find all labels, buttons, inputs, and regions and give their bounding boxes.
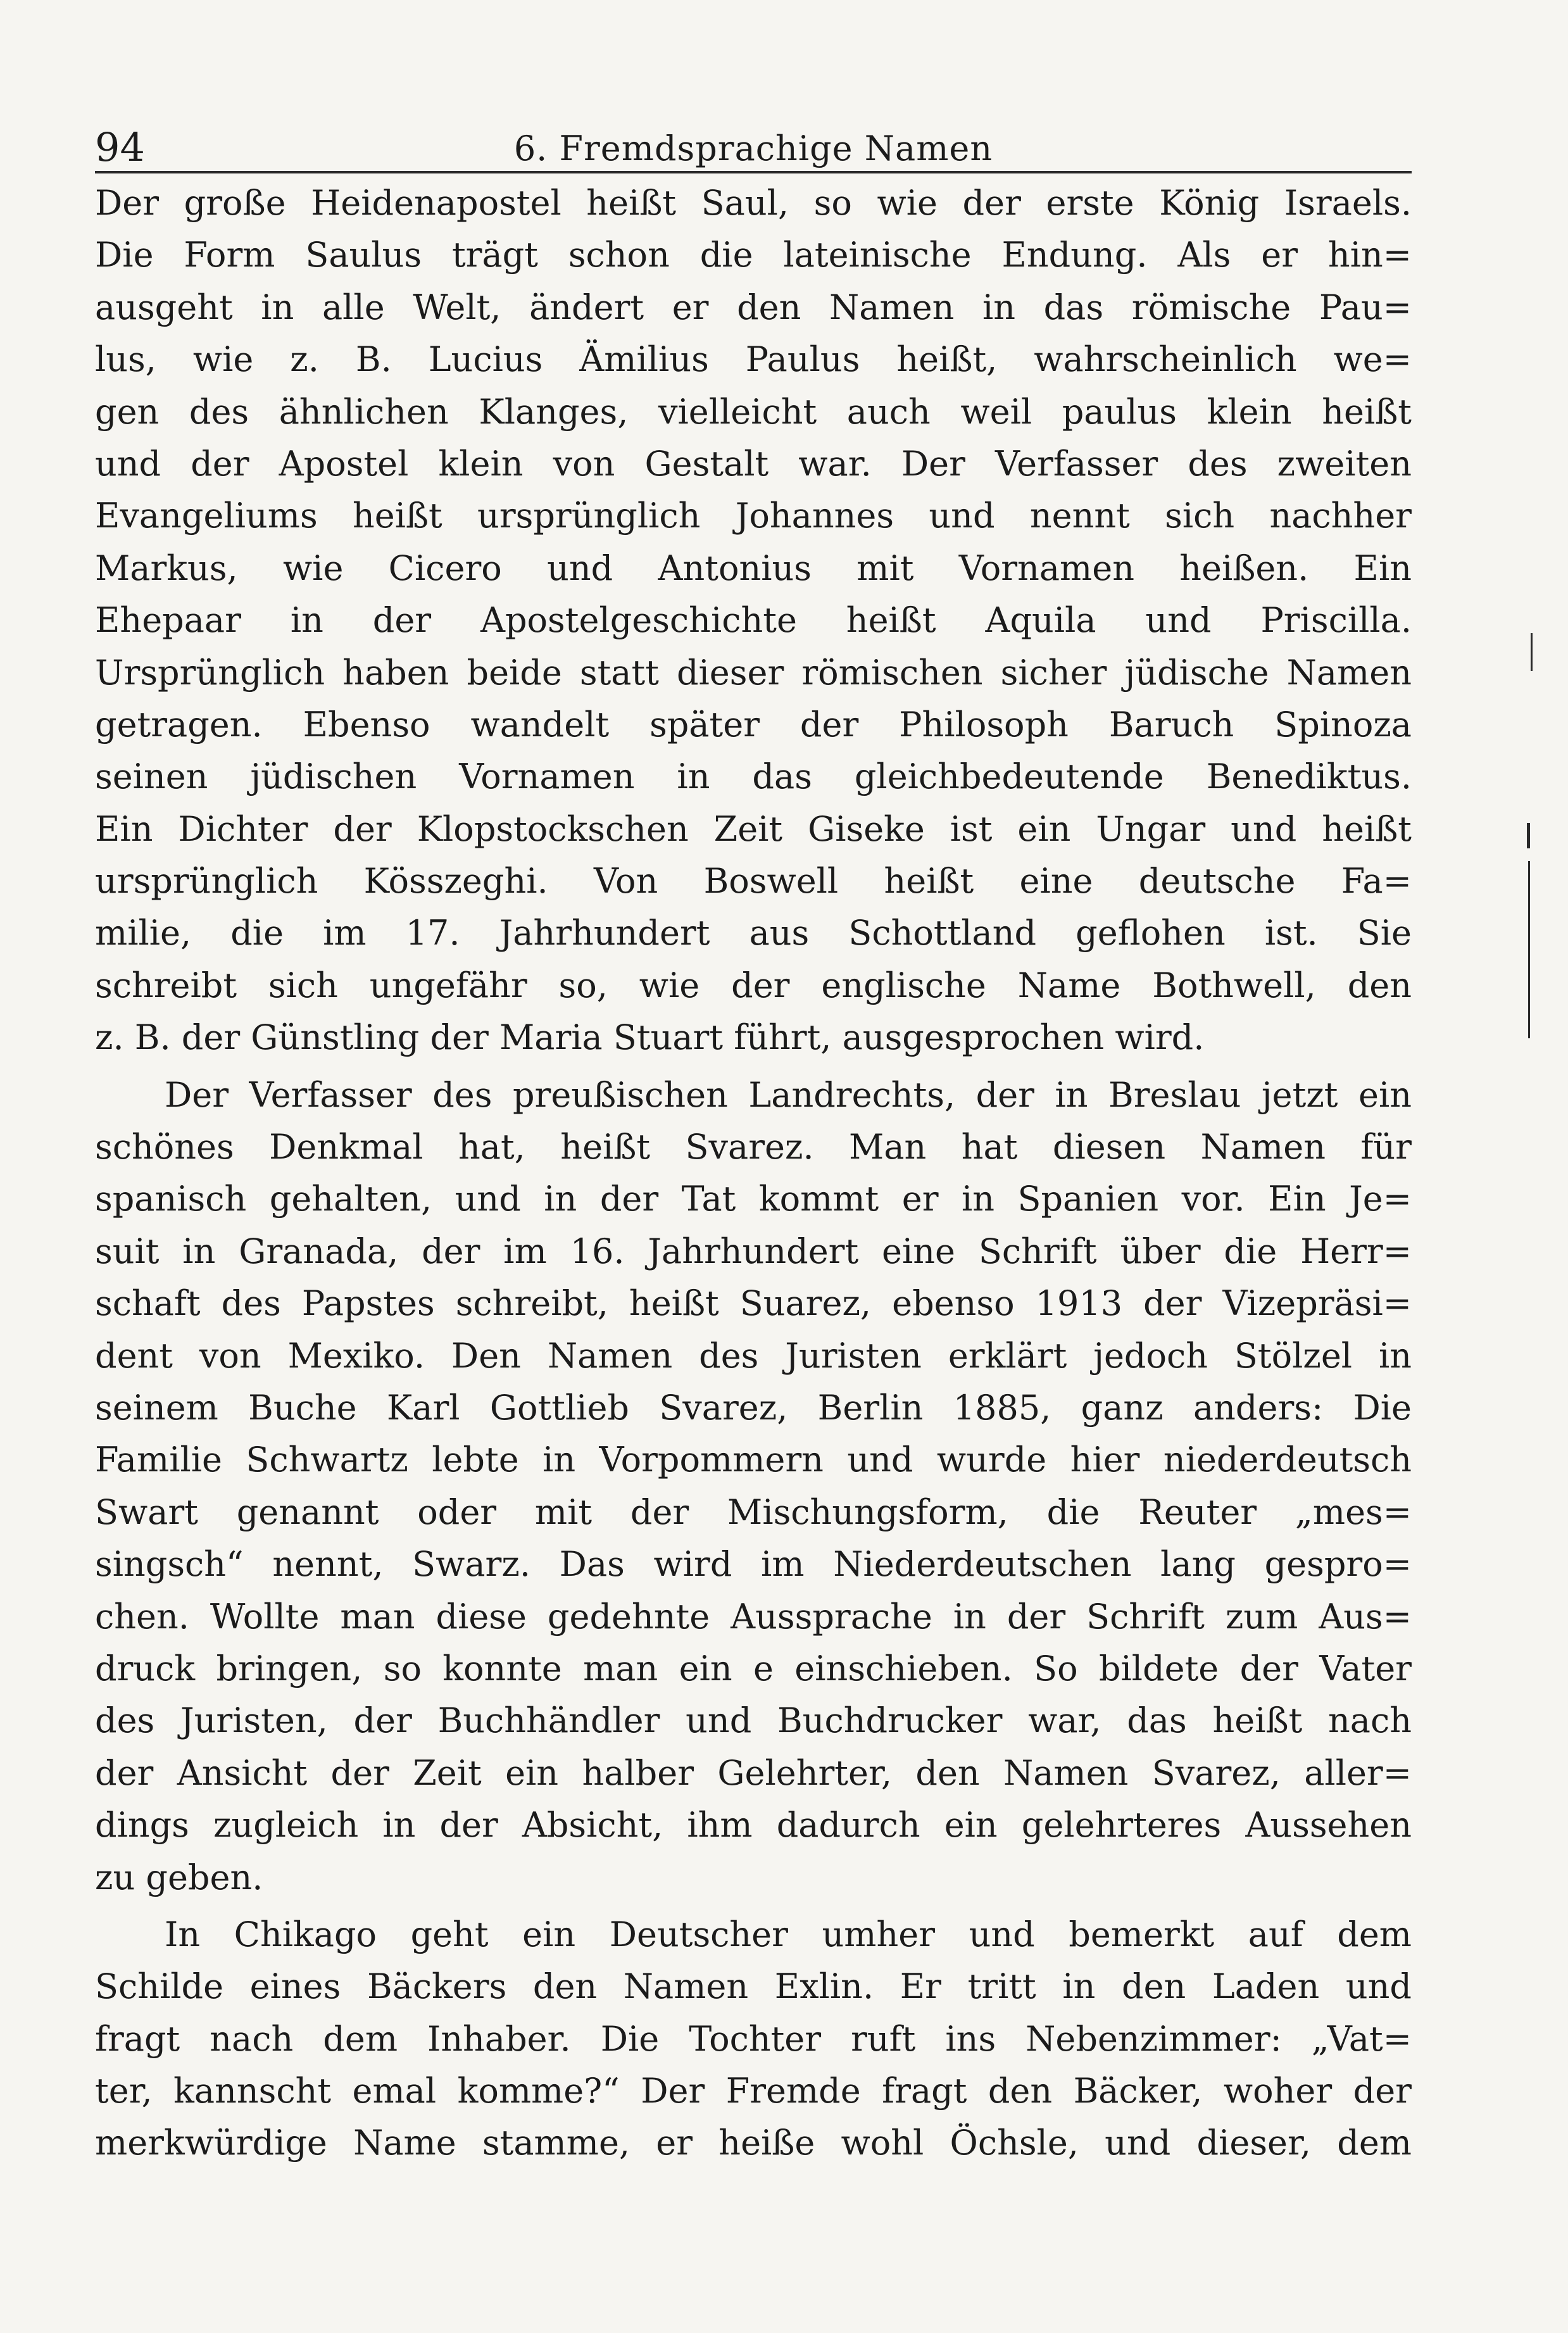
margin-mark xyxy=(1531,633,1533,671)
text-line: In Chikago geht ein Deutscher umher und bemerkt auf dem xyxy=(165,1914,1412,1954)
page-number: 94 xyxy=(95,124,145,170)
paragraph-gap xyxy=(95,1904,1412,1909)
text-line: schreibt sich ungefähr so, wie der englische Name Bothwell, den xyxy=(95,965,1412,1005)
text-line: Familie Schwartz lebte in Vorpommern und wurde hier niederdeutsch xyxy=(95,1440,1412,1480)
text-line: ter, kannscht emal komme?“ Der Fremde fragt den Bäcker, woher der xyxy=(95,2071,1412,2111)
text-line: getragen. Ebenso wandelt später der Philosoph Baruch Spinoza xyxy=(95,704,1412,745)
text-line: und der Apostel klein von Gestalt war. Der Verfasser des zweiten xyxy=(95,443,1412,484)
page-body xyxy=(95,177,1412,2170)
margin-mark xyxy=(1528,861,1530,1038)
text-line: seinen jüdischen Vornamen in das gleichbedeutende Benediktus. xyxy=(95,757,1412,797)
paragraph-1 xyxy=(95,177,1412,1064)
text-line: chen. Wollte man diese gedehnte Aussprache in der Schrift zum Aus= xyxy=(95,1596,1412,1637)
text-line: Ursprünglich haben beide statt dieser römischen sicher jüdische Namen xyxy=(95,652,1412,693)
text-line: fragt nach dem Inhaber. Die Tochter ruft ins Nebenzimmer: „Vat= xyxy=(95,2018,1412,2059)
paragraph-gap xyxy=(95,1064,1412,1069)
margin-mark xyxy=(1527,823,1530,848)
text-line: des Juristen, der Buchhändler und Buchdrucker war, das heißt nach xyxy=(95,1701,1412,1741)
text-line: Schilde eines Bäckers den Namen Exlin. Er tritt in den Laden und xyxy=(95,1966,1412,2007)
running-title: 6. Fremdsprachige Namen xyxy=(513,129,993,168)
text-line: spanisch gehalten, und in der Tat kommt er in Spanien vor. Ein Je= xyxy=(95,1179,1412,1219)
text-line: suit in Granada, der im 16. Jahrhundert eine Schrift über die Herr= xyxy=(95,1231,1412,1271)
text-line: gen des ähnlichen Klanges, vielleicht auch weil paulus klein heißt xyxy=(95,391,1412,432)
text-line: seinem Buche Karl Gottlieb Svarez, Berlin 1885, ganz anders: Die xyxy=(95,1387,1412,1428)
text-line: druck bringen, so konnte man ein e einschieben. So bildete der Vater xyxy=(95,1648,1412,1688)
paragraph-3 xyxy=(95,1909,1412,2170)
text-line: dings zugleich in der Absicht, ihm dadurch ein gelehrteres Aussehen xyxy=(95,1805,1412,1846)
text-line: singsch“ nennt, Swarz. Das wird im Niederdeutschen lang gespro= xyxy=(95,1544,1412,1585)
text-line: Ein Dichter der Klopstockschen Zeit Giseke ist ein Ungar und heißt xyxy=(95,808,1412,849)
text-line: dent von Mexiko. Den Namen des Juristen erklärt jedoch Stölzel in xyxy=(95,1335,1412,1376)
text-line: merkwürdige Name stamme, er heiße wohl Öchsle, und dieser, dem xyxy=(95,2123,1412,2163)
text-line: ursprünglich Kösszeghi. Von Boswell heißt eine deutsche Fa= xyxy=(95,861,1412,902)
text-line: z. B. der Günstling der Maria Stuart führt, ausgesprochen wird. xyxy=(95,1017,1205,1058)
text-line: lus, wie z. B. Lucius Ämilius Paulus heißt, wahrscheinlich we= xyxy=(95,339,1412,380)
text-line: Evangeliums heißt ursprünglich Johannes und nennt sich nachher xyxy=(95,496,1412,536)
page-header xyxy=(95,120,1412,173)
text-line: Markus, wie Cicero und Antonius mit Vornamen heißen. Ein xyxy=(95,548,1412,588)
text-line: Der Verfasser des preußischen Landrechts, der in Breslau jetzt ein xyxy=(165,1074,1412,1115)
text-line: Die Form Saulus trägt schon die lateinische Endung. Als er hin= xyxy=(95,235,1412,275)
text-line: ausgeht in alle Welt, ändert er den Namen in das römische Pau= xyxy=(95,287,1412,327)
text-line: milie, die im 17. Jahrhundert aus Schottland geflohen ist. Sie xyxy=(95,913,1412,953)
text-line: Swart genannt oder mit der Mischungsform, die Reuter „mes= xyxy=(95,1492,1412,1532)
text-line: Der große Heidenapostel heißt Saul, so wie der erste König Israels. xyxy=(95,183,1412,223)
text-line: schaft des Papstes schreibt, heißt Suarez, ebenso 1913 der Vizepräsi= xyxy=(95,1283,1412,1324)
paragraph-2 xyxy=(95,1069,1412,1904)
text-line: zu geben. xyxy=(95,1857,263,1897)
text-line: schönes Denkmal hat, heißt Svarez. Man hat diesen Namen für xyxy=(95,1127,1412,1167)
text-line: Ehepaar in der Apostelgeschichte heißt Aquila und Priscilla. xyxy=(95,600,1412,641)
text-line: der Ansicht der Zeit ein halber Gelehrter, den Namen Svarez, aller= xyxy=(95,1752,1412,1793)
